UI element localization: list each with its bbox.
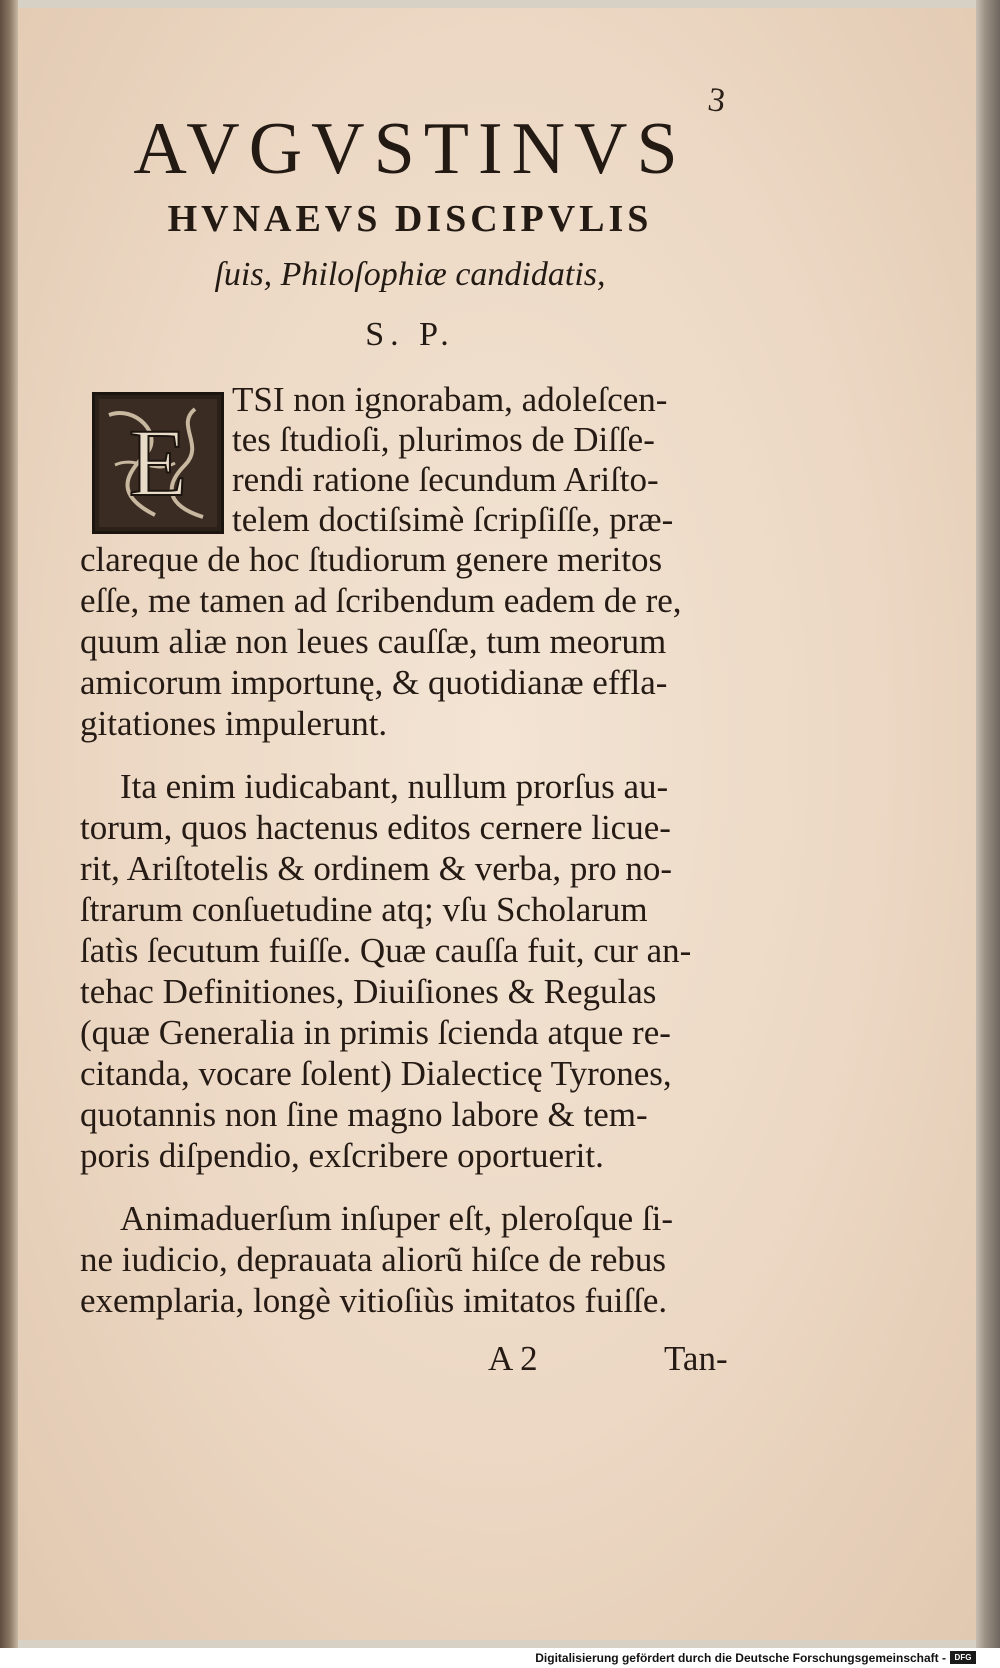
text-line: telem doctiſsimè ſcripſiſſe, præ- xyxy=(232,500,674,539)
text-line: ne iudicio, deprauata aliorũ hiſce de rebus xyxy=(80,1240,667,1279)
text-line: torum, quos hactenus editos cernere licue- xyxy=(80,808,671,847)
book-gutter xyxy=(0,0,18,1648)
text-line: Animaduerſum inſuper eſt, pleroſque ſi- xyxy=(120,1199,674,1238)
signature-mark: A 2 xyxy=(488,1339,538,1378)
text-line: rendi ratione ſecundum Ariſto- xyxy=(232,460,659,499)
text-line: amicorum importunę, & quotidianæ effla- xyxy=(80,663,668,702)
decorated-initial-e-icon xyxy=(95,395,221,531)
heading-salutation: S. P. xyxy=(365,316,455,353)
decorated-initial xyxy=(92,392,224,534)
page-number: 3 xyxy=(705,81,728,121)
text-line: (quæ Generalia in primis ſcienda atque re- xyxy=(80,1013,671,1052)
text-line: quum aliæ non leues cauſſæ, tum meorum xyxy=(80,622,667,661)
text-line: tes ſtudioſi, plurimos de Diſſe- xyxy=(232,420,655,459)
text-line: gitationes impulerunt. xyxy=(80,704,388,743)
heading-author-surname: HVNAEVS DISCIPVLIS xyxy=(167,198,653,240)
text-line: ſatìs ſecutum fuiſſe. Quæ cauſſa fuit, cur an- xyxy=(80,931,692,970)
heading-author: AVGVSTINVS xyxy=(133,108,687,190)
text-line: citanda, vocare ſolent) Dialecticę Tyrones, xyxy=(80,1054,672,1093)
text-line: poris diſpendio, exſcribere oportuerit. xyxy=(80,1136,604,1175)
text-line: Ita enim iudicabant, nullum prorſus au- xyxy=(120,767,669,806)
catchword: Tan- xyxy=(664,1339,728,1378)
text-line: eſſe, me tamen ad ſcribendum eadem de re, xyxy=(80,581,682,620)
text-line: ſtrarum conſuetudine atq; vſu Scholarum xyxy=(80,890,648,929)
dfg-logo: DFG xyxy=(950,1651,976,1664)
text-line: exemplaria, longè vitioſiùs imitatos fuiſſe. xyxy=(80,1281,668,1320)
heading-dedication: ſuis, Philoſophiæ candidatis, xyxy=(214,256,606,293)
page-fore-edge xyxy=(976,0,1000,1648)
text-line: clareque de hoc ſtudiorum genere meritos xyxy=(80,540,663,579)
text-line: TSI non ignorabam, adoleſcen- xyxy=(232,380,668,419)
footer-credit: Digitalisierung gefördert durch die Deutsche Forschungsgemeinschaft - xyxy=(535,1651,946,1665)
text-line: quotannis non ſine magno labore & tem- xyxy=(80,1095,648,1134)
text-line: tehac Definitiones, Diuiſiones & Regulas xyxy=(80,972,657,1011)
svg-text:E: E xyxy=(128,409,188,516)
text-line: rit, Ariſtotelis & ordinem & verba, pro no- xyxy=(80,849,672,888)
